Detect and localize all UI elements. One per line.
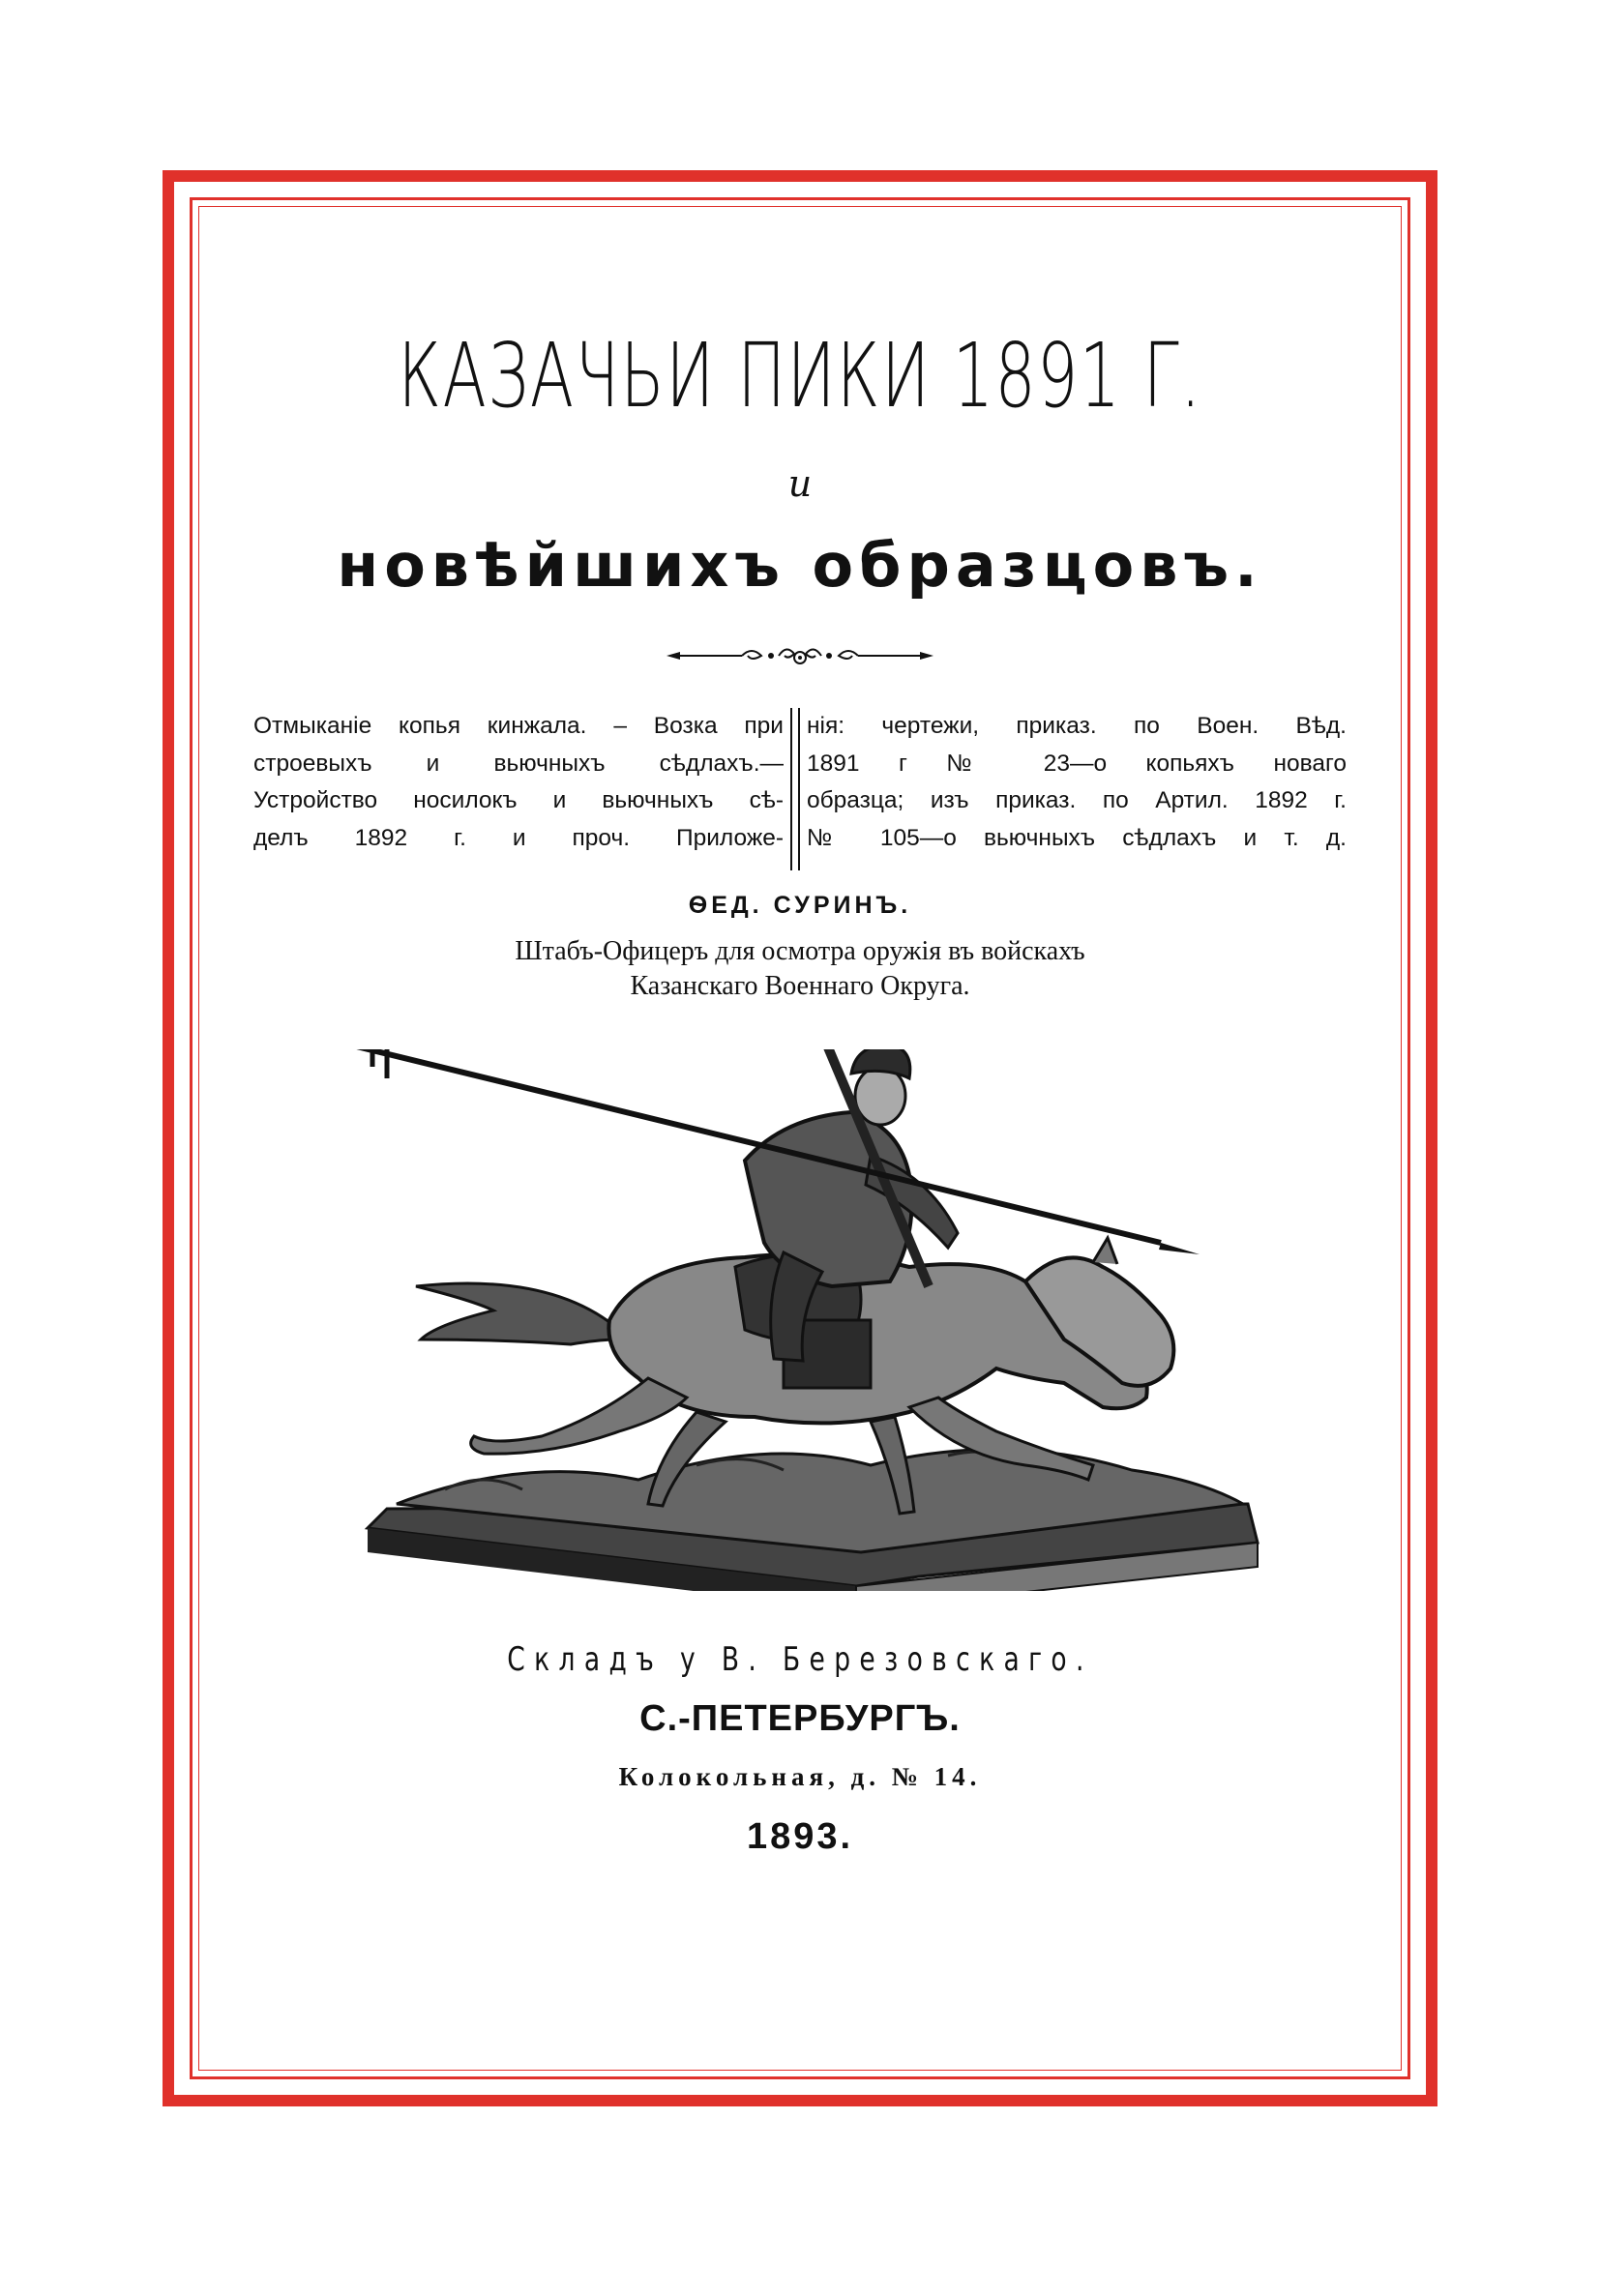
contents-summary <box>253 708 1347 872</box>
author-name: ѲЕД. СУРИНЪ. <box>688 892 912 919</box>
lance-tip <box>1159 1243 1200 1254</box>
author-position <box>0 934 1600 1004</box>
contents-left-line: строевыхъ и вьючныхъ сѣдлахъ.— <box>253 750 784 777</box>
contents-right-line: образца; изъ приказ. по Артил. 1892 г. <box>807 787 1347 813</box>
lance <box>329 1049 1161 1243</box>
publication-year: 1893. <box>746 1816 854 1857</box>
horse-hind-leg <box>471 1378 687 1454</box>
title-line-2: новѣйшихъ образцовъ. <box>337 530 1263 601</box>
contents-left-line: делъ 1892 г. и проч. Приложе- <box>253 824 784 851</box>
author-position-line-1: Штабъ-Офицеръ для осмотра оружія въ войскахъ <box>515 936 1085 966</box>
warehouse-line: Складъ у В. Березовскаго. <box>507 1640 1093 1679</box>
city-name: С.-ПЕТЕРБУРГЪ. <box>639 1698 961 1739</box>
cossack-horseman-icon <box>329 1049 1277 1591</box>
contents-left-line: Устройство носилокъ и вьючныхъ сѣ- <box>253 787 784 813</box>
contents-left-column <box>253 708 784 857</box>
contents-left-line: Отмыканіе копья кинжала. – Возка при <box>253 713 784 739</box>
contents-right-line: нія: чертежи, приказ. по Воен. Вѣд. <box>807 713 1347 739</box>
column-double-rule <box>790 708 800 870</box>
address-line: Колокольная, д. № 14. <box>618 1762 982 1791</box>
title-conjunction: и <box>787 462 813 505</box>
contents-right-column <box>807 708 1347 857</box>
title-line-1: КАЗАЧЬИ ПИКИ 1891 Г. <box>398 324 1202 427</box>
contents-right-line: № 105—о вьючныхъ сѣдлахъ и т. д. <box>807 824 1347 851</box>
author-position-line-2: Казанскаго Военнаго Округа. <box>630 971 970 1001</box>
horse-tail <box>416 1283 619 1344</box>
ornament-divider-icon <box>665 638 935 673</box>
contents-right-line: 1891 г № 23—о копьяхъ новаго <box>807 750 1347 777</box>
